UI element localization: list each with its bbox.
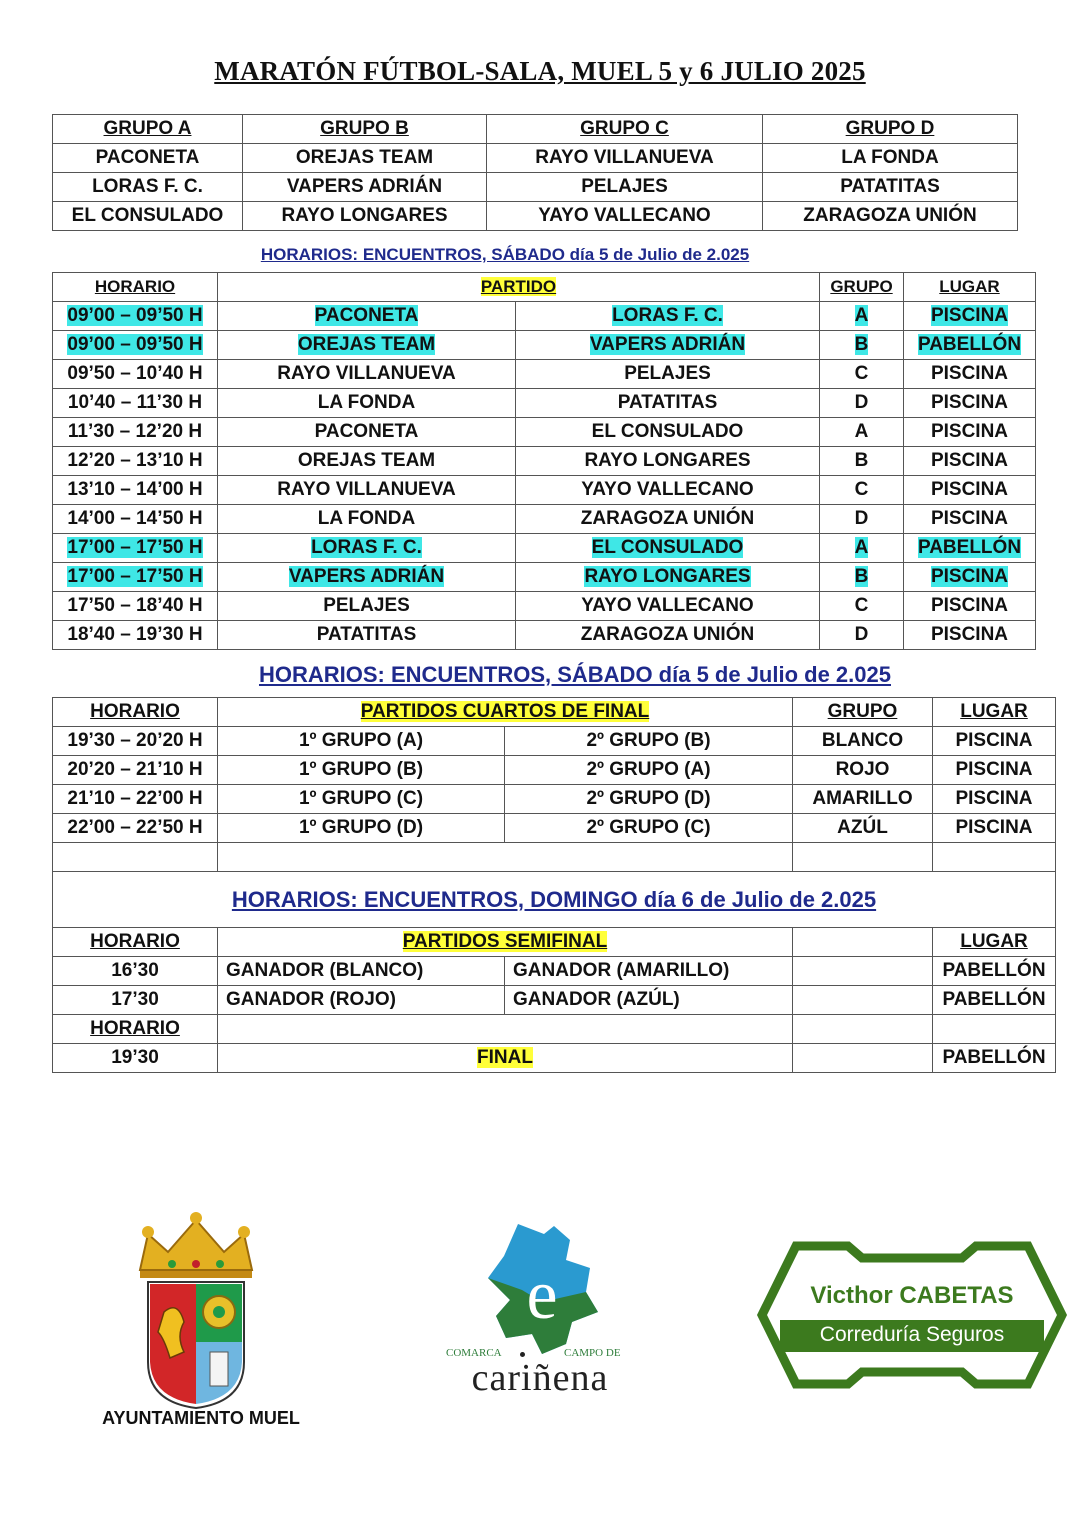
home-team-cell: OREJAS TEAM <box>218 331 516 360</box>
time-cell: 11’30 – 12’20 H <box>53 418 218 447</box>
empty-cell <box>793 1015 933 1044</box>
schedule-header-row <box>53 273 1036 302</box>
venue-cell: PISCINA <box>933 785 1056 814</box>
home-team-cell: LORAS F. C. <box>218 534 516 563</box>
table-row <box>53 202 1018 231</box>
home-team-cell: 1º GRUPO (A) <box>218 727 505 756</box>
home-team-cell: PELAJES <box>218 592 516 621</box>
table-row <box>53 476 1036 505</box>
table-row <box>53 447 1036 476</box>
team-cell: VAPERS ADRIÁN <box>243 173 487 202</box>
table-row <box>53 534 1036 563</box>
team-cell: GANADOR (ROJO) <box>218 986 505 1015</box>
home-team-cell: PATATITAS <box>218 621 516 650</box>
venue-cell: PISCINA <box>933 756 1056 785</box>
away-team-cell: PELAJES <box>516 360 820 389</box>
time-cell: 10’40 – 11’30 H <box>53 389 218 418</box>
carinena-map-icon <box>482 1220 602 1360</box>
group-cell: C <box>820 592 904 621</box>
sunday-heading-row <box>53 872 1056 928</box>
time-cell: 18’40 – 19’30 H <box>53 621 218 650</box>
group-header: GRUPO A <box>53 115 243 144</box>
team-cell: GANADOR (AZÚL) <box>505 986 793 1015</box>
saturday-heading: HORARIOS: ENCUENTROS, SÁBADO día 5 de Julio de 2.025 <box>260 245 750 264</box>
cabetas-name: Victhor CABETAS <box>810 1282 1014 1309</box>
home-team-cell: 1º GRUPO (D) <box>218 814 505 843</box>
header-horario: HORARIO <box>53 1015 218 1044</box>
muel-caption: AYUNTAMIENTO MUEL <box>102 1408 300 1428</box>
saturday-schedule-table <box>52 272 1036 650</box>
home-team-cell: PACONETA <box>218 302 516 331</box>
empty-cell <box>933 1015 1056 1044</box>
venue-cell: PISCINA <box>904 360 1036 389</box>
spacer-row <box>53 843 1056 872</box>
table-row <box>53 302 1036 331</box>
home-team-cell: 1º GRUPO (C) <box>218 785 505 814</box>
header-partidos-cuartos: PARTIDOS CUARTOS DE FINAL <box>218 698 793 727</box>
final-row <box>53 1044 1056 1073</box>
home-team-cell: LA FONDA <box>218 389 516 418</box>
carinena-campo-label: CAMPO DE <box>564 1347 621 1359</box>
venue-cell: PISCINA <box>904 563 1036 592</box>
away-team-cell: RAYO LONGARES <box>516 447 820 476</box>
away-team-cell: EL CONSULADO <box>516 418 820 447</box>
away-team-cell: YAYO VALLECANO <box>516 476 820 505</box>
header-grupo: GRUPO <box>793 698 933 727</box>
venue-cell: PISCINA <box>904 389 1036 418</box>
group-cell: B <box>820 447 904 476</box>
header-partidos-semifinal: PARTIDOS SEMIFINAL <box>218 928 793 957</box>
away-team-cell: RAYO LONGARES <box>516 563 820 592</box>
home-team-cell: VAPERS ADRIÁN <box>218 563 516 592</box>
away-team-cell: LORAS F. C. <box>516 302 820 331</box>
carinena-comarca-label: COMARCA <box>446 1347 502 1359</box>
sunday-heading: HORARIOS: ENCUENTROS, DOMINGO día 6 de Julio de 2.025 <box>53 872 1056 928</box>
team-cell: RAYO LONGARES <box>243 202 487 231</box>
time-cell: 16’30 <box>53 957 218 986</box>
empty-cell <box>793 986 933 1015</box>
table-row <box>53 563 1036 592</box>
time-cell: 09’50 – 10’40 H <box>53 360 218 389</box>
table-row <box>53 814 1056 843</box>
team-cell: YAYO VALLECANO <box>487 202 763 231</box>
cabetas-badge-icon <box>756 1240 1068 1390</box>
group-cell: B <box>820 331 904 360</box>
group-cell: A <box>820 534 904 563</box>
empty-cell <box>793 957 933 986</box>
table-row <box>53 144 1018 173</box>
away-team-cell: 2º GRUPO (A) <box>505 756 793 785</box>
table-row <box>53 986 1056 1015</box>
away-team-cell: PATATITAS <box>516 389 820 418</box>
venue-cell: PISCINA <box>904 592 1036 621</box>
venue-cell: PISCINA <box>933 727 1056 756</box>
empty-cell <box>793 928 933 957</box>
groups-header-row <box>53 115 1018 144</box>
team-cell: PATATITAS <box>763 173 1018 202</box>
time-cell: 21’10 – 22’00 H <box>53 785 218 814</box>
table-row <box>53 331 1036 360</box>
team-cell: GANADOR (AMARILLO) <box>505 957 793 986</box>
time-cell: 13’10 – 14’00 H <box>53 476 218 505</box>
quarterfinals-heading: HORARIOS: ENCUENTROS, SÁBADO día 5 de Julio de 2.025 <box>258 662 891 687</box>
table-row <box>53 592 1036 621</box>
group-cell: D <box>820 621 904 650</box>
group-cell: C <box>820 360 904 389</box>
carinena-name: cariñena <box>471 1357 609 1399</box>
team-cell: EL CONSULADO <box>53 202 243 231</box>
final-header-row <box>53 1015 1056 1044</box>
header-lugar: LUGAR <box>933 698 1056 727</box>
team-cell: PELAJES <box>487 173 763 202</box>
venue-cell: PABELLÓN <box>933 957 1056 986</box>
group-header: GRUPO B <box>243 115 487 144</box>
table-row <box>53 957 1056 986</box>
time-cell: 09’00 – 09’50 H <box>53 331 218 360</box>
venue-cell: PISCINA <box>904 621 1036 650</box>
header-lugar: LUGAR <box>933 928 1056 957</box>
away-team-cell: 2º GRUPO (C) <box>505 814 793 843</box>
knockout-schedule-table <box>52 697 1056 1073</box>
group-cell: ROJO <box>793 756 933 785</box>
group-cell: BLANCO <box>793 727 933 756</box>
team-cell: RAYO VILLANUEVA <box>487 144 763 173</box>
header-partido: PARTIDO <box>218 273 820 302</box>
time-cell: 17’00 – 17’50 H <box>53 563 218 592</box>
home-team-cell: 1º GRUPO (B) <box>218 756 505 785</box>
group-cell: B <box>820 563 904 592</box>
group-cell: AZÚL <box>793 814 933 843</box>
away-team-cell: EL CONSULADO <box>516 534 820 563</box>
header-horario: HORARIO <box>53 273 218 302</box>
venue-cell: PISCINA <box>933 814 1056 843</box>
home-team-cell: RAYO VILLANUEVA <box>218 360 516 389</box>
table-row <box>53 727 1056 756</box>
group-cell: D <box>820 389 904 418</box>
table-row <box>53 389 1036 418</box>
team-cell: PACONETA <box>53 144 243 173</box>
group-header: GRUPO C <box>487 115 763 144</box>
table-row <box>53 505 1036 534</box>
team-cell: OREJAS TEAM <box>243 144 487 173</box>
away-team-cell: YAYO VALLECANO <box>516 592 820 621</box>
table-row <box>53 418 1036 447</box>
sponsor-logos <box>0 1200 1080 1500</box>
table-row <box>53 756 1056 785</box>
group-cell: D <box>820 505 904 534</box>
groups-table <box>52 114 1018 231</box>
cabetas-subtitle: Correduría Seguros <box>819 1323 1005 1346</box>
group-cell: A <box>820 302 904 331</box>
time-cell: 19’30 <box>53 1044 218 1073</box>
group-header: GRUPO D <box>763 115 1018 144</box>
venue-cell: PABELLÓN <box>933 1044 1056 1073</box>
time-cell: 20’20 – 21’10 H <box>53 756 218 785</box>
page-title: MARATÓN FÚTBOL-SALA, MUEL 5 y 6 JULIO 2025 <box>214 56 866 86</box>
group-cell: C <box>820 476 904 505</box>
time-cell: 19’30 – 20’20 H <box>53 727 218 756</box>
venue-cell: PISCINA <box>904 418 1036 447</box>
header-grupo: GRUPO <box>820 273 904 302</box>
muel-coat-of-arms-icon <box>118 1212 274 1412</box>
team-cell: ZARAGOZA UNIÓN <box>763 202 1018 231</box>
final-cell: FINAL <box>218 1044 793 1073</box>
svg-text:e: e <box>526 1257 558 1334</box>
home-team-cell: PACONETA <box>218 418 516 447</box>
empty-cell <box>793 1044 933 1073</box>
team-cell: LA FONDA <box>763 144 1018 173</box>
table-row <box>53 785 1056 814</box>
qf-header-row <box>53 698 1056 727</box>
header-horario: HORARIO <box>53 928 218 957</box>
away-team-cell: 2º GRUPO (D) <box>505 785 793 814</box>
away-team-cell: 2º GRUPO (B) <box>505 727 793 756</box>
home-team-cell: OREJAS TEAM <box>218 447 516 476</box>
time-cell: 09’00 – 09’50 H <box>53 302 218 331</box>
group-cell: A <box>820 418 904 447</box>
group-cell: AMARILLO <box>793 785 933 814</box>
away-team-cell: ZARAGOZA UNIÓN <box>516 505 820 534</box>
header-lugar: LUGAR <box>904 273 1036 302</box>
header-horario: HORARIO <box>53 698 218 727</box>
venue-cell: PISCINA <box>904 302 1036 331</box>
away-team-cell: ZARAGOZA UNIÓN <box>516 621 820 650</box>
time-cell: 22’00 – 22’50 H <box>53 814 218 843</box>
venue-cell: PABELLÓN <box>904 534 1036 563</box>
table-row <box>53 173 1018 202</box>
time-cell: 12’20 – 13’10 H <box>53 447 218 476</box>
time-cell: 17’00 – 17’50 H <box>53 534 218 563</box>
home-team-cell: LA FONDA <box>218 505 516 534</box>
venue-cell: PISCINA <box>904 505 1036 534</box>
time-cell: 17’30 <box>53 986 218 1015</box>
time-cell: 14’00 – 14’50 H <box>53 505 218 534</box>
semi-header-row <box>53 928 1056 957</box>
time-cell: 17’50 – 18’40 H <box>53 592 218 621</box>
team-cell: GANADOR (BLANCO) <box>218 957 505 986</box>
venue-cell: PISCINA <box>904 447 1036 476</box>
venue-cell: PABELLÓN <box>933 986 1056 1015</box>
empty-cell <box>218 1015 793 1044</box>
away-team-cell: VAPERS ADRIÁN <box>516 331 820 360</box>
team-cell: LORAS F. C. <box>53 173 243 202</box>
table-row <box>53 360 1036 389</box>
home-team-cell: RAYO VILLANUEVA <box>218 476 516 505</box>
table-row <box>53 621 1036 650</box>
venue-cell: PISCINA <box>904 476 1036 505</box>
venue-cell: PABELLÓN <box>904 331 1036 360</box>
